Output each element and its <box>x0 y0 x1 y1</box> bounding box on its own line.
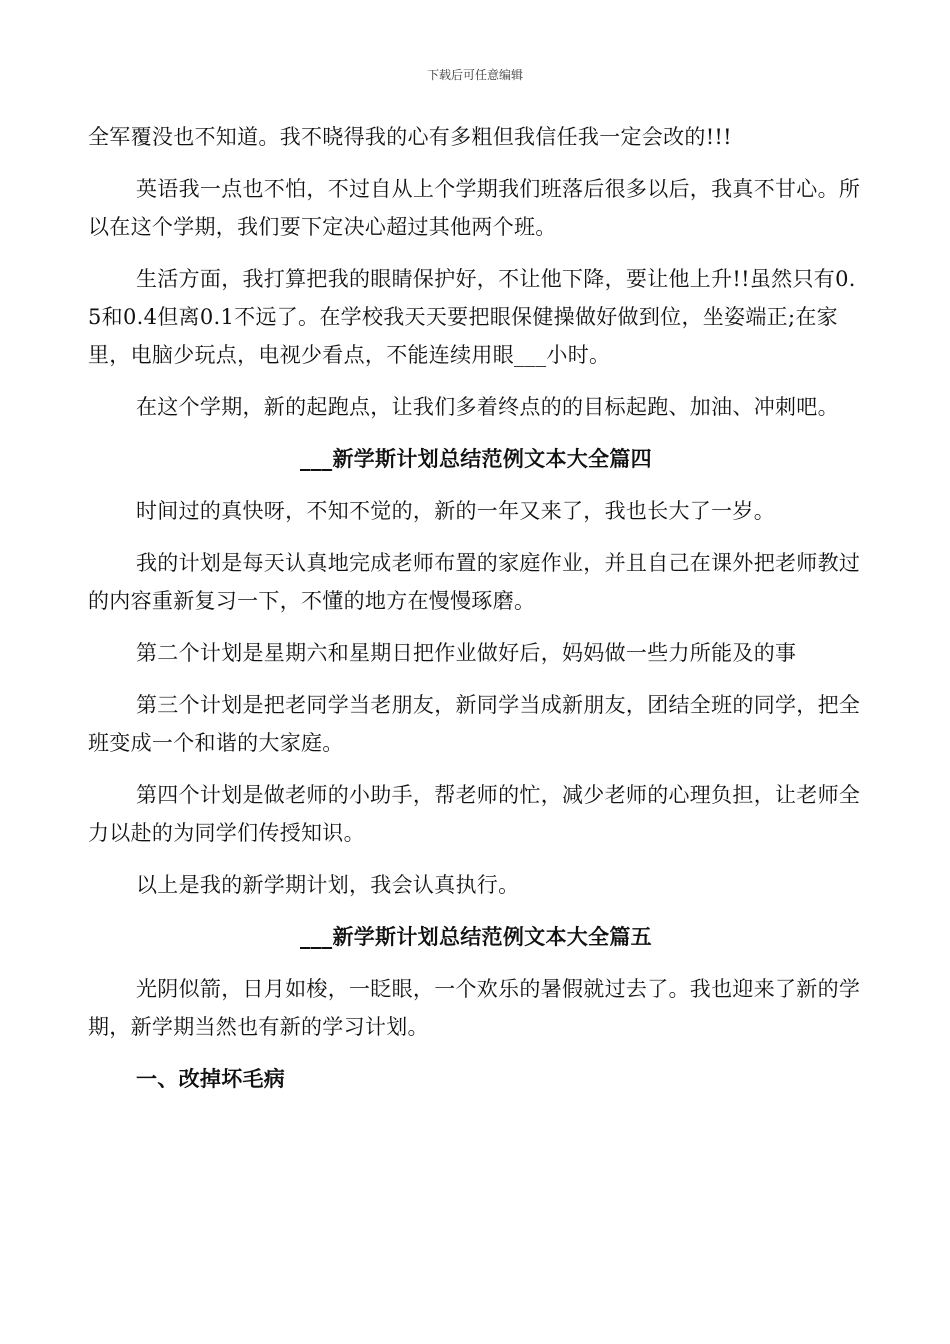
section-heading-4: ___新学斯计划总结范例文本大全篇四 <box>300 446 652 471</box>
paragraph-4: 在这个学期，新的起跑点，让我们多着终点的的目标起跑、加油、冲刺吧。 <box>136 395 839 419</box>
paragraph-2: 英语我一点也不怕，不过自从上个学期我们班落后很多以后，我真不甘心。所以在这个学期，我们要下定决心超过其他两个班。 <box>88 177 861 239</box>
paragraph-1: 全军覆没也不知道。我不晓得我的心有多粗但我信任我一定会改的!!! <box>88 125 732 149</box>
paragraph-5: 时间过的真快呀，不知不觉的，新的一年又来了，我也长大了一岁。 <box>136 499 775 523</box>
document-body <box>88 118 864 1112</box>
paragraph-9: 第四个计划是做老师的小助手，帮老师的忙，减少老师的心理负担，让老师全力以赴的为同学们传授知识。 <box>88 783 861 845</box>
paragraph-10: 以上是我的新学期计划，我会认真执行。 <box>136 873 520 897</box>
paragraph-3: 生活方面，我打算把我的眼睛保护好，不让他下降，要让他上升!!虽然只有0.5和0.4但离0.1不远了。在学校我天天要把眼保健操做好做到位，坐姿端正;在家里，电脑少玩点，电视少看点，不能连续用眼___小时。 <box>88 267 856 367</box>
paragraph-11: 光阴似箭，日月如梭，一眨眼，一个欢乐的暑假就过去了。我也迎来了新的学期，新学期当然也有新的学习计划。 <box>88 977 861 1039</box>
paragraph-8: 第三个计划是把老同学当老朋友，新同学当成新朋友，团结全班的同学，把全班变成一个和谐的大家庭。 <box>88 693 861 755</box>
paragraph-7: 第二个计划是星期六和星期日把作业做好后，妈妈做一些力所能及的事 <box>136 641 797 665</box>
subheading-1: 一、改掉坏毛病 <box>136 1066 286 1091</box>
section-heading-5: ___新学斯计划总结范例文本大全篇五 <box>300 924 652 949</box>
header-note: 下载后可任意编辑 <box>426 68 523 82</box>
paragraph-6: 我的计划是每天认真地完成老师布置的家庭作业，并且自己在课外把老师教过的内容重新复习一下，不懂的地方在慢慢琢磨。 <box>88 551 861 613</box>
